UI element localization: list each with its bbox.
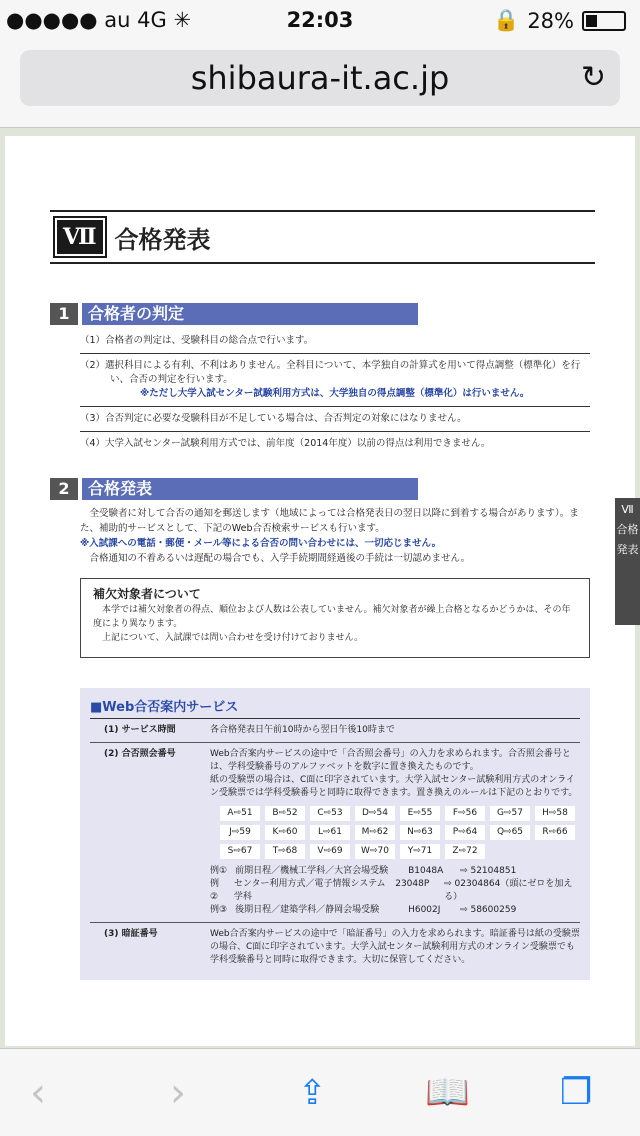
safari-toolbar [0,1048,640,1136]
map-cell: A⇨51 [220,806,260,821]
browser-chrome [0,0,640,128]
paragraph: 合格通知の不着あるいは遅配の場合でも、入学手続期間経過後の手続は一切認めません。 [80,553,471,564]
map-cell: W⇨70 [355,844,395,859]
map-cell: L⇨61 [310,825,350,840]
battery-icon [582,11,626,31]
examples [210,865,580,917]
section-number: 2 [50,478,78,500]
back-icon[interactable]: ‹ [30,1070,46,1116]
panel-title: ■Web合否案内サービス [90,696,580,719]
section-1-header [50,303,590,325]
list-item: （1）合格者の判定は、受験科目の総合点で行います。 [80,329,590,354]
map-cell: F⇨56 [445,806,485,821]
page-title: 合格発表 [114,225,211,254]
map-cell: V⇨69 [310,844,350,859]
address-bar[interactable] [20,50,620,106]
service-row: (1) サービス時間 各合格発表日午前10時から翌日午後10時まで [90,719,580,743]
example-row: 例② センター利用方式／電子情報システム学科 23048P ⇨ 02304864（頭にゼロを加える） [210,879,573,902]
notice: ※入試課への電話・郵便・メール等による合否の問い合わせには、一切応じません。 [80,538,442,549]
bookmarks-icon[interactable]: 📖 [425,1072,470,1113]
map-cell: S⇨67 [220,844,260,859]
section-title: 合格者の判定 [82,303,418,325]
web-service-panel [80,688,590,980]
box-title: 補欠対象者について [93,587,201,601]
battery-percent: 28% [527,8,574,33]
section-2-header [50,478,590,500]
map-cell: Y⇨71 [400,844,440,859]
letter-number-map [220,806,580,859]
map-cell: R⇨66 [535,825,575,840]
example-row: 例③ 後期日程／建築学科／静岡会場受験 H6002J ⇨ 58600259 [210,905,517,915]
example-row: 例① 前期日程／機械工学科／大宮会場受験 B1048A ⇨ 52104851 [210,866,517,876]
forward-icon[interactable]: › [170,1070,186,1116]
map-cell: C⇨53 [310,806,350,821]
url-text: shibaura-it.ac.jp [190,59,450,97]
map-cell: M⇨62 [355,825,395,840]
map-cell: G⇨57 [490,806,530,821]
map-cell: T⇨68 [265,844,305,859]
service-row: (2) 合否照会番号 Web合否案内サービスの途中で「合否照会番号」の入力を求められます。合否照会番号とは、学科受験番号のアルファベットを数字に置き換えたものです。 紙の受験票の場合は、C面に印字されています。大学入試センター試験利用方式のオンライン受験票では学科受験番号と同時に取得できます。置き換えのルールは下記のとおりです。 A⇨51 B⇨52 C⇨53 D⇨54 E⇨55 F⇨56 G⇨57 H⇨58 J⇨59 K⇨60 L⇨61 M⇨62 N⇨63 P⇨64 Q⇨65 R⇨66 S⇨67 T⇨68 V⇨69 W⇨70 Y⇨71 Z⇨72 例① 前期日程／機械工学科／大宮会場受験 B1048A ⇨ 52104851 例② センター利用方式／電子情報システム学科 23048P ⇨ 02304864（頭にゼロを加える） 例③ 後期日程／建築学科／静岡会場受験 H6002J ⇨ 58600259 [90,743,580,923]
list-item: （3）合否判定に必要な受験科目が不足している場合は、合否判定の対象にはなりません。 [80,407,590,432]
paragraph: 本学では補欠対象者の得点、順位および人数は公表していません。補欠対象者が繰上合格となるかどうかは、その年度により異なります。 [93,605,571,629]
section-number: 1 [50,303,78,325]
map-cell: E⇨55 [400,806,440,821]
clock: 22:03 [286,8,354,32]
share-icon[interactable]: ⇪ [298,1073,327,1113]
map-cell: D⇨54 [355,806,395,821]
map-cell: K⇨60 [265,825,305,840]
list-item: （2）選択科目による有利、不利はありません。全科目について、本学独自の計算式を用いて得点調整（標準化）を行い、合否の判定を行います。 ※ただし大学入試センター試験利用方式は、大学独自の得点調整（標準化）は行いません。 [80,354,590,407]
map-cell: P⇨64 [445,825,485,840]
paragraph: 全受験者に対して合否の通知を郵送します（地域によっては合格発表日の翌日以降に到着する場合があります）。また、補助的サービスとして、下記のWeb合否検索サービスも行います。 [80,508,579,534]
map-cell: B⇨52 [265,806,305,821]
pdf-page [5,136,639,1046]
chapter-number: Ⅶ [55,218,105,256]
section-title: 合格発表 [82,478,418,500]
carrier-signal: ●●●●● au 4G ✳ [6,8,192,32]
list-item: （4）大学入試センター試験利用方式では、前年度（2014年度）以前の得点は利用できません。 [80,438,491,449]
map-cell: H⇨58 [535,806,575,821]
substitute-candidates-box [80,578,590,658]
map-cell: Z⇨72 [445,844,485,859]
map-cell: Q⇨65 [490,825,530,840]
map-cell: N⇨63 [400,825,440,840]
reload-icon[interactable]: ↻ [580,60,606,95]
chapter-side-tab: Ⅶ 合格発表 [615,498,640,625]
service-row: (3) 暗証番号 Web合否案内サービスの途中で「暗証番号」の入力を求められます。暗証番号は紙の受験票の場合、C面に印字されています。大学入試センター試験利用方式のオンライン受験票でも学科受験番号と同時に取得できます。大切に保管してください。 [104,929,580,965]
map-cell: J⇨59 [220,825,260,840]
status-bar [0,8,640,36]
tabs-icon[interactable]: ❐ [560,1072,593,1113]
rotation-lock-icon: 🔒 [493,8,520,32]
chapter-title [50,210,595,264]
paragraph: 上記について、入試課では問い合わせを受け付けておりません。 [93,633,364,643]
